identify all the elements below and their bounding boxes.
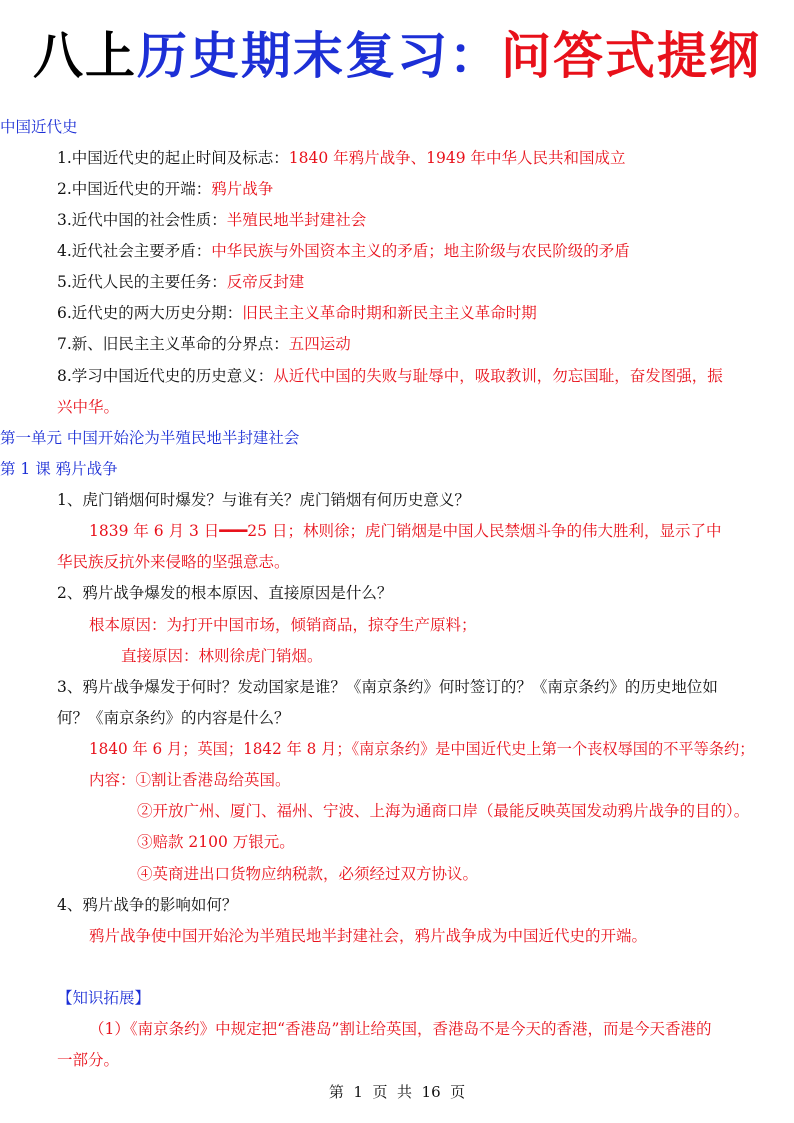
intro-question: 7.新、旧民主主义革命的分界点： [57, 335, 289, 353]
extension-heading: 【知识拓展】 [57, 989, 151, 1007]
intro-answer: 反帝反封建 [226, 273, 305, 291]
answer-3-content-1: 内容：①割让香港岛给英国。 [89, 771, 291, 789]
document-title [0, 24, 794, 88]
intro-question: 3.近代中国的社会性质： [57, 211, 227, 229]
intro-answer: 五四运动 [288, 335, 351, 353]
intro-item-6 [57, 303, 537, 323]
intro-item-5 [57, 272, 304, 292]
intro-item-2 [57, 179, 273, 199]
answer-3-content-4: ④英商进出口货物应纳税款，必须经过双方协议。 [137, 865, 479, 883]
intro-question: 8.学习中国近代史的历史意义： [57, 367, 274, 385]
title-part-subject: 历史期末复习： [137, 27, 501, 85]
intro-item-8-continued: 兴中华。 [57, 398, 120, 416]
intro-answer: 半殖民地半封建社会 [226, 211, 367, 229]
answer-3-content-2: ②开放广州、厦门、福州、宁波、上海为通商口岸（最能反映英国发动鸦片战争的目的）。 [137, 802, 750, 820]
intro-answer: 旧民主主义革命时期和新民主主义革命时期 [242, 304, 537, 322]
intro-question: 1.中国近代史的起止时间及标志： [57, 149, 289, 167]
answer-2-root-cause: 根本原因：为打开中国市场，倾销商品，掠夺生产原料； [89, 616, 477, 634]
question-3-line-1: 3、鸦片战争爆发于何时？发动国家是谁？《南京条约》何时签订的？《南京条约》的历史地位如 [57, 678, 718, 696]
extension-line-2: 一部分。 [57, 1051, 120, 1069]
intro-item-7 [57, 334, 351, 354]
question-3-line-2: 何？《南京条约》的内容是什么？ [57, 709, 290, 727]
answer-3-line-1: 1840 年 6 月；英国；1842 年 8 月；《南京条约》是中国近代史上第一个丧权辱国的不平等条约； [89, 740, 755, 758]
intro-answer: 鸦片战争 [211, 180, 274, 198]
intro-answer: 从近代中国的失败与耻辱中，吸取教训，勿忘国耻，奋发图强，振 [273, 367, 723, 385]
section-heading: 中国近代史 [0, 118, 78, 136]
intro-item-1 [57, 148, 626, 168]
question-1: 1、虎门销烟何时爆发？与谁有关？虎门销烟有何历史意义？ [57, 491, 470, 509]
intro-question: 2.中国近代史的开端： [57, 180, 212, 198]
intro-item-8 [57, 366, 723, 386]
intro-question: 5.近代人民的主要任务： [57, 273, 227, 291]
lesson-heading: 第 1 课 鸦片战争 [0, 460, 118, 478]
extension-line-1: （1）《南京条约》中规定把“香港岛”割让给英国，香港岛不是今天的香港，而是今天香港的 [89, 1020, 712, 1038]
answer-2-direct-cause: 直接原因：林则徐虎门销烟。 [121, 647, 323, 665]
intro-item-4 [57, 241, 630, 261]
intro-item-3 [57, 210, 366, 230]
question-4: 4、鸦片战争的影响如何？ [57, 896, 238, 914]
intro-question: 6.近代史的两大历史分期： [57, 304, 243, 322]
question-2: 2、鸦片战争爆发的根本原因、直接原因是什么？ [57, 584, 393, 602]
answer-3-content-3: ③赔款 2100 万银元。 [137, 833, 295, 851]
intro-answer: 1840 年鸦片战争、1949 年中华人民共和国成立 [288, 149, 626, 167]
intro-question: 4.近代社会主要矛盾： [57, 242, 212, 260]
unit-heading: 第一单元 中国开始沦为半殖民地半封建社会 [0, 429, 300, 447]
page-number-footer: 第 1 页 共 16 页 [328, 1083, 466, 1101]
title-part-grade: 八上 [33, 27, 137, 85]
answer-1-line-2: 华民族反抗外来侵略的坚强意志。 [57, 553, 290, 571]
answer-1-line-1: 1839 年 6 月 3 日━━━25 日；林则徐；虎门销烟是中国人民禁烟斗争的伟大胜利，显示了中 [89, 522, 722, 540]
intro-answer: 中华民族与外国资本主义的矛盾；地主阶级与农民阶级的矛盾 [211, 242, 630, 260]
answer-4: 鸦片战争使中国开始沦为半殖民地半封建社会，鸦片战争成为中国近代史的开端。 [89, 927, 648, 945]
title-part-format: 问答式提纲 [501, 27, 761, 85]
